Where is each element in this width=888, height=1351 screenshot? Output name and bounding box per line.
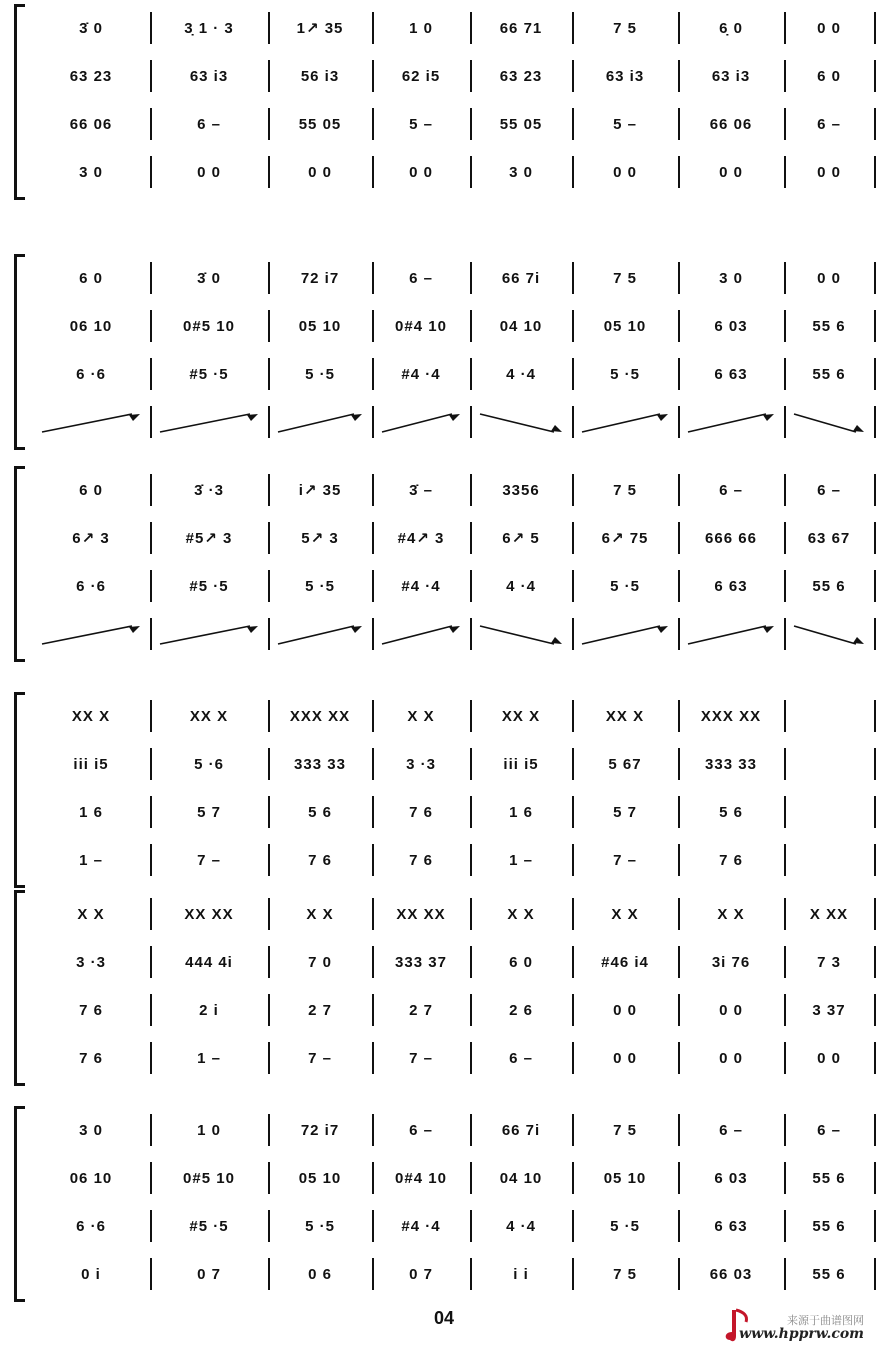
measure-notes: 05 10 [298, 1169, 342, 1187]
measure-notes: 6 – [409, 269, 433, 287]
measure-notes: XXX XX [700, 707, 762, 725]
measure-notes: 4 ·4 [506, 365, 536, 383]
measure-notes: 2 7 [409, 1001, 433, 1019]
measure-notes: 7 5 [613, 1265, 637, 1283]
score-row [32, 56, 874, 96]
measure-notes: X X [611, 905, 639, 923]
measure-notes: 63 23 [499, 67, 543, 85]
measure-notes: 05 10 [603, 1169, 647, 1187]
measure-notes: 6 ·6 [76, 365, 106, 383]
measure-notes: #4 ·4 [401, 577, 441, 595]
measure-notes: 0#4 10 [395, 317, 447, 335]
bar-line [470, 406, 472, 438]
bar-line [874, 1210, 876, 1242]
bar-line [874, 1162, 876, 1194]
bar-line [874, 262, 876, 294]
measure-notes: 06 10 [69, 1169, 113, 1187]
system-bracket [14, 692, 25, 888]
measure-notes: 6 – [817, 115, 841, 133]
measure-notes: 1 0 [197, 1121, 221, 1139]
measure-notes: 1 – [509, 851, 533, 869]
bar-line [150, 406, 152, 438]
measure-notes: X X [407, 707, 435, 725]
score-row [32, 258, 874, 298]
measure-notes: #4 ·4 [401, 1217, 441, 1235]
measure-notes: 4 ·4 [506, 577, 536, 595]
score-system [14, 254, 874, 450]
page-number: 04 [433, 1308, 455, 1328]
measure-notes: 6 – [719, 481, 743, 499]
measure-notes: 333 33 [705, 755, 757, 773]
bar-line [572, 406, 574, 438]
bar-line [874, 474, 876, 506]
measure-notes: 2 7 [308, 1001, 332, 1019]
bar-line [874, 406, 876, 438]
measure-notes: XX XX [396, 905, 446, 923]
bar-line [874, 898, 876, 930]
measure-notes: 6 63 [714, 1217, 748, 1235]
measure-notes: 3i 76 [711, 953, 751, 971]
measure-notes: 1 – [197, 1049, 221, 1067]
measure-notes: 6↗ 3 [72, 530, 110, 547]
arrow-up-right-icon [686, 614, 776, 654]
bar-line [572, 618, 574, 650]
measure-notes: 5 7 [197, 803, 221, 821]
score-row [32, 1206, 874, 1246]
score-row [32, 152, 874, 192]
measure-notes: 0 0 [613, 163, 637, 181]
measure-notes: iii i5 [73, 755, 109, 773]
measure-notes: 7 5 [613, 19, 637, 37]
bar-line [874, 156, 876, 188]
bar-line [268, 406, 270, 438]
arrow-up-right-icon [158, 614, 260, 654]
measure-notes [784, 744, 874, 784]
bar-line [874, 12, 876, 44]
measure-notes: 3 0 [79, 163, 103, 181]
measure-notes: 0 0 [719, 1049, 743, 1067]
bar-line [874, 1114, 876, 1146]
score-row [32, 942, 874, 982]
system-bracket [14, 4, 25, 200]
arrow-up-right-icon [380, 614, 462, 654]
measure-notes: 3 ·3 [76, 953, 106, 971]
measure-notes: 3 0 [79, 1121, 103, 1139]
measure-notes: 63 67 [807, 529, 851, 547]
score-row [32, 792, 874, 832]
bar-line [874, 994, 876, 1026]
score-row [32, 894, 874, 934]
measure-notes: 6 0 [79, 269, 103, 287]
measure-notes: 3 0 [509, 163, 533, 181]
measure-notes: X X [507, 905, 535, 923]
arrow-up-right-icon [40, 402, 142, 442]
measure-notes: 0#4 10 [395, 1169, 447, 1187]
measure-notes: 66 71 [499, 19, 543, 37]
arrow-down-right-icon [478, 402, 564, 442]
bar-line [372, 406, 374, 438]
measure-notes: i↗ 35 [298, 482, 342, 499]
measure-notes: 3̇ 0 [197, 269, 221, 287]
measure-notes: 0 6 [308, 1265, 332, 1283]
measure-notes: 5 ·6 [194, 755, 224, 773]
bar-line [470, 618, 472, 650]
measure-notes: 6 – [817, 481, 841, 499]
measure-notes: 3 ·3 [406, 755, 436, 773]
measure-notes: 56 i3 [300, 67, 340, 85]
measure-notes: 7 6 [719, 851, 743, 869]
measure-notes: 5 ·5 [610, 365, 640, 383]
measure-notes: XX X [501, 707, 541, 725]
measure-notes: 2 i [199, 1001, 219, 1019]
bar-line [150, 618, 152, 650]
measure-notes: 5 – [409, 115, 433, 133]
measure-notes: 55 6 [812, 1217, 846, 1235]
measure-notes: 55 6 [812, 1265, 846, 1283]
measure-notes: 0 0 [613, 1001, 637, 1019]
arrow-up-right-icon [276, 402, 364, 442]
bar-line [874, 618, 876, 650]
measure-notes: 5 ·5 [305, 365, 335, 383]
measure-notes: 6 ·6 [76, 1217, 106, 1235]
measure-notes: 66 03 [709, 1265, 753, 1283]
measure-notes: 333 37 [395, 953, 447, 971]
measure-notes: 7 0 [308, 953, 332, 971]
measure-notes: 3̣ 1 · 3 [184, 19, 234, 37]
measure-notes: 0#5 10 [183, 317, 235, 335]
measure-notes: 6 – [409, 1121, 433, 1139]
measure-notes: 0 0 [719, 1001, 743, 1019]
measure-notes: 6 ·6 [76, 577, 106, 595]
measure-notes: 0 0 [817, 163, 841, 181]
score-row [32, 1158, 874, 1198]
measure-notes: 4 ·4 [506, 1217, 536, 1235]
measure-notes: 6 0 [509, 953, 533, 971]
measure-notes: XX X [189, 707, 229, 725]
measure-notes: 66 06 [69, 115, 113, 133]
measure-notes: 7 6 [79, 1001, 103, 1019]
score-system [14, 4, 874, 200]
watermark-url: www.hpprw.com [739, 1326, 864, 1342]
arrow-up-right-icon [580, 402, 670, 442]
measure-notes: i i [513, 1265, 529, 1283]
measure-notes: 6 63 [714, 365, 748, 383]
bar-line [784, 618, 786, 650]
arrow-up-right-icon [276, 614, 364, 654]
measure-notes: 7 – [197, 851, 221, 869]
bar-line [678, 406, 680, 438]
score-row [32, 104, 874, 144]
measure-notes: #4 ·4 [401, 365, 441, 383]
score-system [14, 890, 874, 1086]
measure-notes: 05 10 [298, 317, 342, 335]
measure-notes: 0#5 10 [183, 1169, 235, 1187]
measure-notes: 6↗ 75 [601, 530, 649, 547]
measure-notes: 72 i7 [300, 269, 340, 287]
score-system [14, 692, 874, 888]
measure-notes: 63 23 [69, 67, 113, 85]
measure-notes: 7 6 [409, 851, 433, 869]
measure-notes: 5 6 [308, 803, 332, 821]
measure-notes: 0 7 [409, 1265, 433, 1283]
measure-notes [784, 840, 874, 880]
bar-line [874, 748, 876, 780]
measure-notes: 63 i3 [605, 67, 645, 85]
measure-notes: 55 6 [812, 365, 846, 383]
measure-notes: 55 6 [812, 577, 846, 595]
measure-notes: XX X [71, 707, 111, 725]
system-bracket [14, 466, 25, 662]
system-bracket [14, 1106, 25, 1302]
measure-notes: 3̇ 0 [79, 19, 103, 37]
measure-notes: 7 3 [817, 953, 841, 971]
score-row [32, 840, 874, 880]
bar-line [874, 358, 876, 390]
measure-notes: 72 i7 [300, 1121, 340, 1139]
measure-notes: 0 0 [197, 163, 221, 181]
bar-line [874, 844, 876, 876]
measure-notes: 5 ·5 [305, 577, 335, 595]
measure-notes: #5↗ 3 [185, 530, 233, 547]
measure-notes: 7 5 [613, 269, 637, 287]
measure-notes: 0 0 [817, 19, 841, 37]
measure-notes: #5 ·5 [189, 1217, 229, 1235]
measure-notes: 5 – [613, 115, 637, 133]
bar-line [874, 1042, 876, 1074]
score-row [32, 566, 874, 606]
bar-line [874, 310, 876, 342]
measure-notes: 6̣ 0 [719, 19, 743, 37]
score-row [32, 744, 874, 784]
measure-notes: 444 4i [185, 953, 233, 971]
measure-notes: 7 6 [409, 803, 433, 821]
measure-notes: 6 63 [714, 577, 748, 595]
measure-notes: 6 0 [79, 481, 103, 499]
score-row [32, 306, 874, 346]
measure-notes: 7 6 [79, 1049, 103, 1067]
measure-notes [784, 792, 874, 832]
measure-notes: 6 0 [817, 67, 841, 85]
measure-notes: 0 7 [197, 1265, 221, 1283]
measure-notes: 6↗ 5 [502, 530, 540, 547]
measure-notes: #4↗ 3 [397, 530, 445, 547]
arrow-up-right-icon [686, 402, 776, 442]
measure-notes: 63 i3 [711, 67, 751, 85]
measure-notes: XXX XX [289, 707, 351, 725]
measure-notes: X X [717, 905, 745, 923]
measure-notes: 55 6 [812, 317, 846, 335]
arrow-down-right-icon [478, 614, 564, 654]
measure-notes: 7 5 [613, 481, 637, 499]
bar-line [874, 108, 876, 140]
arrow-down-right-icon [792, 402, 866, 442]
measure-notes: 55 05 [499, 115, 543, 133]
measure-notes: 06 10 [69, 317, 113, 335]
measure-notes: 5 7 [613, 803, 637, 821]
bar-line [874, 946, 876, 978]
measure-notes: 6 – [817, 1121, 841, 1139]
measure-notes: 1 – [79, 851, 103, 869]
measure-notes: 5 ·5 [610, 1217, 640, 1235]
measure-notes: 6 03 [714, 1169, 748, 1187]
measure-notes: 66 06 [709, 115, 753, 133]
score-row [32, 696, 874, 736]
measure-notes: 1 6 [509, 803, 533, 821]
measure-notes: 55 05 [298, 115, 342, 133]
score-row [32, 1038, 874, 1078]
bar-line [874, 522, 876, 554]
measure-notes: X X [306, 905, 334, 923]
measure-notes: 66 7i [501, 269, 541, 287]
measure-notes: 7 – [308, 1049, 332, 1067]
measure-notes: 2 6 [509, 1001, 533, 1019]
measure-notes: 04 10 [499, 317, 543, 335]
measure-notes: #5 ·5 [189, 365, 229, 383]
arrow-down-right-icon [792, 614, 866, 654]
arrow-up-right-icon [380, 402, 462, 442]
system-bracket [14, 254, 25, 450]
measure-notes: 6 – [509, 1049, 533, 1067]
measure-notes [784, 696, 874, 736]
measure-notes: 55 6 [812, 1169, 846, 1187]
measure-notes: 7 5 [613, 1121, 637, 1139]
measure-notes: 7 – [409, 1049, 433, 1067]
measure-notes: 0 0 [613, 1049, 637, 1067]
measure-notes: 62 i5 [401, 67, 441, 85]
measure-notes: 1↗ 35 [296, 20, 344, 37]
score-row [32, 1254, 874, 1294]
measure-notes: 0 i [81, 1265, 101, 1283]
score-system [14, 1106, 874, 1302]
measure-notes: 6 03 [714, 317, 748, 335]
bar-line [784, 406, 786, 438]
bar-line [268, 618, 270, 650]
measure-notes: X X [77, 905, 105, 923]
measure-notes: 1 0 [409, 19, 433, 37]
score-row [32, 1110, 874, 1150]
measure-notes: 66 7i [501, 1121, 541, 1139]
measure-notes: X XX [809, 905, 849, 923]
measure-notes: 6 – [197, 115, 221, 133]
score-row [32, 402, 874, 442]
score-row [32, 354, 874, 394]
arrow-up-right-icon [40, 614, 142, 654]
bar-line [874, 1258, 876, 1290]
bar-line [372, 618, 374, 650]
score-row [32, 8, 874, 48]
measure-notes: 05 10 [603, 317, 647, 335]
system-bracket [14, 890, 25, 1086]
measure-notes: 5 6 [719, 803, 743, 821]
bar-line [874, 796, 876, 828]
measure-notes: #46 i4 [601, 953, 649, 971]
measure-notes: 666 66 [705, 529, 757, 547]
bar-line [678, 618, 680, 650]
measure-notes: 5 ·5 [610, 577, 640, 595]
measure-notes: 3̇ – [409, 481, 433, 499]
score-system [14, 466, 874, 662]
measure-notes: 3 0 [719, 269, 743, 287]
measure-notes: #5 ·5 [189, 577, 229, 595]
measure-notes: 1 6 [79, 803, 103, 821]
measure-notes: 0 0 [817, 1049, 841, 1067]
arrow-up-right-icon [580, 614, 670, 654]
bar-line [874, 570, 876, 602]
measure-notes: 3 37 [812, 1001, 846, 1019]
measure-notes: 6 – [719, 1121, 743, 1139]
measure-notes: 7 – [613, 851, 637, 869]
measure-notes: iii i5 [503, 755, 539, 773]
watermark-source-text: 来源于曲谱图网 [787, 1314, 864, 1327]
measure-notes: XX XX [184, 905, 234, 923]
measure-notes: 5↗ 3 [301, 530, 339, 547]
measure-notes: 04 10 [499, 1169, 543, 1187]
measure-notes: 0 0 [719, 163, 743, 181]
score-row [32, 470, 874, 510]
bar-line [874, 700, 876, 732]
measure-notes: 333 33 [294, 755, 346, 773]
measure-notes: 5 67 [608, 755, 642, 773]
measure-notes: 3356 [502, 481, 540, 499]
measure-notes: 0 0 [817, 269, 841, 287]
score-row [32, 614, 874, 654]
arrow-up-right-icon [158, 402, 260, 442]
measure-notes: 0 0 [308, 163, 332, 181]
bar-line [874, 60, 876, 92]
measure-notes: XX X [605, 707, 645, 725]
measure-notes: 3̇ ·3 [194, 481, 224, 499]
measure-notes: 7 6 [308, 851, 332, 869]
measure-notes: 0 0 [409, 163, 433, 181]
score-row [32, 990, 874, 1030]
measure-notes: 63 i3 [189, 67, 229, 85]
score-row [32, 518, 874, 558]
measure-notes: 5 ·5 [305, 1217, 335, 1235]
